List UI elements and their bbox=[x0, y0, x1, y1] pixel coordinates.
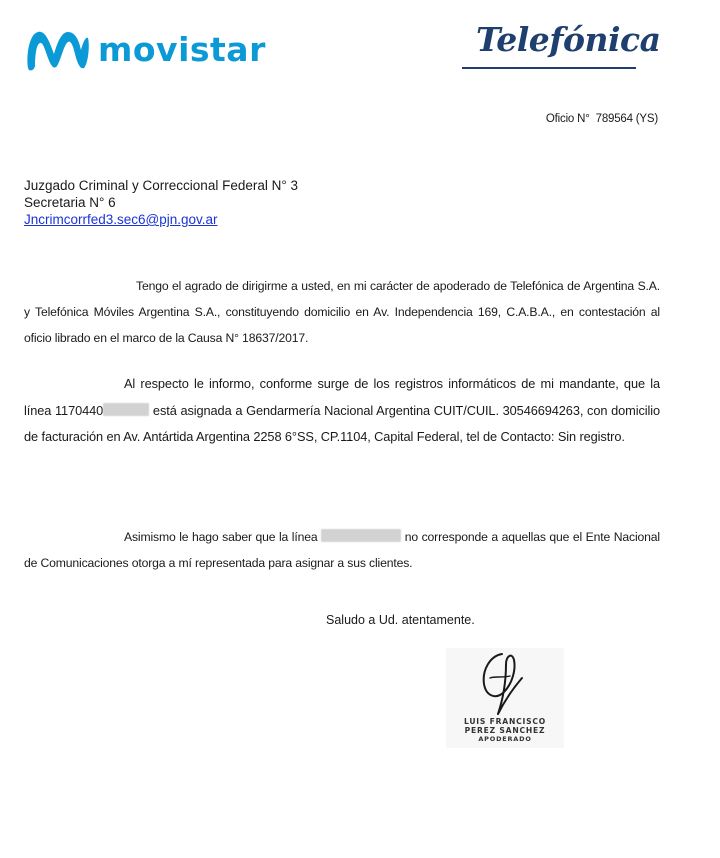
oficio-value: 789564 (YS) bbox=[595, 113, 658, 125]
addressee-block bbox=[24, 177, 298, 228]
paragraph-line-notice-text-b: no corresponde a aquellas que el Ente Nacional de Comunicaciones otorga a mí representada para asignar a sus clientes. bbox=[24, 530, 660, 570]
court-email-link[interactable]: Jncrimcorrfed3.sec6@pjn.gov.ar bbox=[24, 212, 218, 227]
paragraph-line-assignment-text-b: está asignada a Gendarmería Nacional Argentina CUIT/CUIL. 30546694263, con domicilio de facturación en Av. Antártida Argentina 2258 6°SS, CP.1104, Capital Federal, tel de Contacto: Sin registro. bbox=[24, 402, 660, 444]
signatory-first-name: LUIS FRANCISCO bbox=[463, 717, 547, 726]
redacted-number bbox=[321, 529, 401, 542]
handwritten-signature-icon bbox=[462, 648, 542, 726]
redacted-number bbox=[103, 403, 149, 416]
signatory-last-name: PEREZ SANCHEZ bbox=[464, 726, 546, 735]
closing-salutation: Saludo a Ud. atentamente. bbox=[326, 613, 475, 627]
paragraph-introduction-text: Tengo el agrado de dirigirme a usted, en mi carácter de apoderado de Telefónica de Argentina S.A. y Telefónica Móviles Argentina S.A., constituyendo domicilio en Av. Independencia 169, C.A.B.A., en contestación al oficio librado en el marco de la Causa N° 18637/2017. bbox=[24, 279, 660, 345]
telefonica-wordmark: Telefónica bbox=[476, 20, 661, 59]
telefonica-logo bbox=[462, 16, 661, 72]
movistar-m-icon bbox=[24, 26, 90, 72]
paragraph-introduction bbox=[24, 273, 660, 351]
paragraph-line-notice-text-a: Asimismo le hago saber que la línea bbox=[124, 530, 318, 544]
movistar-logo bbox=[24, 24, 266, 74]
movistar-wordmark: movistar bbox=[98, 29, 266, 69]
oficio-number bbox=[546, 113, 658, 125]
secretaria-line: Secretaria N° 6 bbox=[24, 195, 116, 210]
court-name: Juzgado Criminal y Correccional Federal N° 3 bbox=[24, 178, 299, 193]
paragraph-line-assignment-text-a: Al respecto le informo, conforme surge de los registros informáticos de mi mandante, que la línea 1170440 bbox=[24, 376, 660, 418]
signature-stamp bbox=[446, 648, 564, 748]
paragraph-line-notice bbox=[24, 524, 660, 576]
oficio-label: Oficio N° bbox=[545, 113, 590, 125]
telefonica-underline bbox=[462, 67, 636, 69]
paragraph-line-assignment bbox=[24, 371, 660, 451]
signatory-role: APODERADO bbox=[478, 735, 532, 743]
